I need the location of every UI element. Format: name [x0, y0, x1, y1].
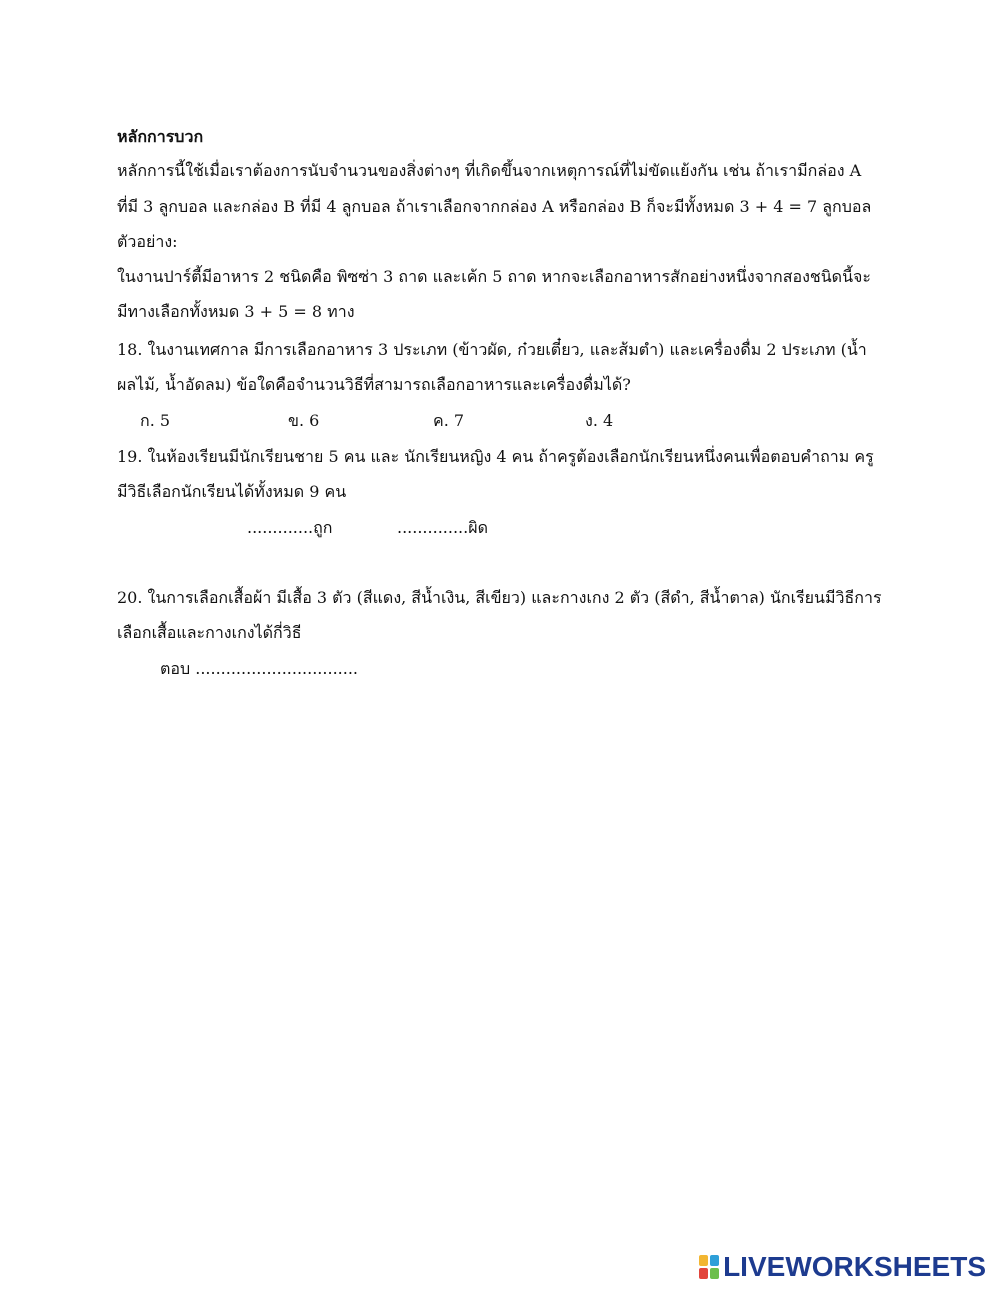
question-19-true-option[interactable]: .............ถูก: [247, 518, 333, 537]
logo-block-3: [699, 1268, 708, 1279]
logo-block-4: [710, 1268, 719, 1279]
question-20-answer-field[interactable]: ตอบ ................................: [160, 659, 358, 678]
question-18-choice-c[interactable]: ค. 7: [433, 411, 465, 430]
liveworksheets-logo-icon: [699, 1255, 719, 1279]
question-19-line-2: มีวิธีเลือกนักเรียนได้ทั้งหมด 9 คน: [117, 482, 347, 501]
logo-block-2: [710, 1255, 719, 1266]
question-20-line-2: เลือกเสื้อและกางเกงได้กี่วิธี: [117, 623, 302, 642]
question-20-line-1: 20. ในการเลือกเสื้อผ้า มีเสื้อ 3 ตัว (สีแดง, สีน้ำเงิน, สีเขียว) และกางเกง 2 ตัว (สีดำ, สีน้ำตาล) นักเรียนมีวิธีการ: [117, 588, 882, 607]
logo-text: LIVEWORKSHEETS: [723, 1251, 986, 1282]
question-19-false-option[interactable]: ..............ผิด: [397, 518, 488, 537]
question-18-line-2: ผลไม้, น้ำอัดลม) ข้อใดคือจำนวนวิธีที่สามารถเลือกอาหารและเครื่องดื่มได้?: [117, 375, 631, 394]
section-title: หลักการบวก: [117, 127, 204, 146]
liveworksheets-logo: [699, 1252, 986, 1282]
logo-block-1: [699, 1255, 708, 1266]
intro-text-line-2: ที่มี 3 ลูกบอล และกล่อง B ที่มี 4 ลูกบอล ถ้าเราเลือกจากกล่อง A หรือกล่อง B ก็จะมีทั้งหมด 3 + 4 = 7 ลูกบอล: [117, 197, 872, 216]
example-text-line-1: ในงานปาร์ตี้มีอาหาร 2 ชนิดคือ พิซซ่า 3 ถาด และเค้ก 5 ถาด หากจะเลือกอาหารสักอย่างหนึ่งจากสองชนิดนี้จะ: [117, 267, 871, 286]
intro-text-line-1: หลักการนี้ใช้เมื่อเราต้องการนับจำนวนของสิ่งต่างๆ ที่เกิดขึ้นจากเหตุการณ์ที่ไม่ขัดแย้งกัน เช่น ถ้าเรามีกล่อง A: [117, 161, 862, 180]
example-text-line-2: มีทางเลือกทั้งหมด 3 + 5 = 8 ทาง: [117, 302, 355, 321]
question-18-choice-b[interactable]: ข. 6: [288, 411, 320, 430]
example-label: ตัวอย่าง:: [117, 232, 178, 251]
question-18-choice-d[interactable]: ง. 4: [585, 411, 614, 430]
question-19-line-1: 19. ในห้องเรียนมีนักเรียนชาย 5 คน และ นักเรียนหญิง 4 คน ถ้าครูต้องเลือกนักเรียนหนึ่งคนเพื่อตอบคำถาม ครู: [117, 447, 874, 466]
question-18-line-1: 18. ในงานเทศกาล มีการเลือกอาหาร 3 ประเภท (ข้าวผัด, ก๋วยเตี๋ยว, และส้มตำ) และเครื่องดื่ม 2 ประเภท (น้ำ: [117, 340, 867, 359]
question-18-choice-a[interactable]: ก. 5: [140, 411, 171, 430]
